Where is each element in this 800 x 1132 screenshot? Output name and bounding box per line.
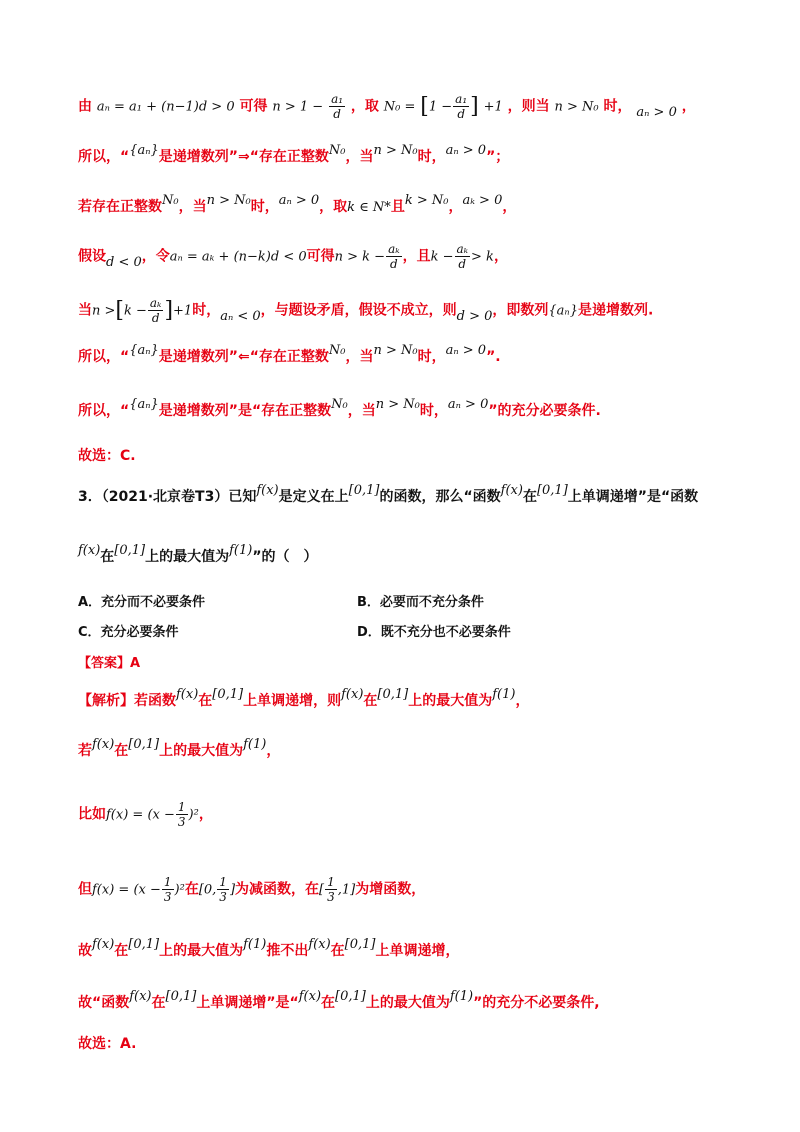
math: [0,1] (344, 937, 376, 952)
math: f(x) (298, 989, 322, 1004)
math: {aₙ} (129, 397, 159, 412)
text: ，且 (402, 248, 431, 265)
text: 在 (198, 693, 213, 709)
text: 为减函数，在 (235, 881, 320, 898)
text: ”的（ ） (252, 549, 318, 565)
math: [0,1] (128, 937, 160, 952)
text: 上的最大值为 (145, 549, 230, 565)
text: 故 (78, 943, 92, 959)
text: 为增函数， (355, 881, 426, 898)
text: 在 (151, 995, 166, 1011)
text: 推不出 (266, 943, 309, 959)
math: )² (174, 882, 185, 898)
text: 上单调递增”是“ (196, 995, 299, 1011)
math: [0,1] (348, 483, 380, 498)
math: aₙ > 0 (278, 193, 320, 208)
text: 【解析】若函数 (78, 693, 176, 709)
solution-line-2 (78, 143, 510, 166)
math: {aₙ} (548, 303, 578, 319)
text: ，当 (345, 349, 374, 365)
text: 当 (78, 302, 92, 319)
math: N₀ (328, 143, 346, 158)
text: 上的最大值为 (159, 943, 244, 959)
text: 是递增数列”⇒“存在正整数 (158, 149, 329, 165)
math: N₀ (331, 397, 348, 412)
math: f(x) (176, 687, 199, 702)
math: ,1] (337, 882, 356, 898)
text: ，取 (350, 98, 379, 115)
math: k > N₀ (404, 193, 449, 208)
question-line-2 (78, 543, 318, 566)
solution-line-3 (78, 193, 517, 216)
solution-line-4: 假设d < 0，令aₙ = aₖ + (n−k)d < 0可得n > k − $\frac{\text{aₖ}}{d}$ ，且k − $\frac{\text{aₖ}}{d}$ > k， (78, 242, 508, 271)
text: 在 (114, 943, 129, 959)
text: 在 (184, 881, 199, 898)
text: ”； (486, 149, 510, 165)
text: 是递增数列. (577, 302, 654, 319)
text: 若存在正整数 (78, 199, 162, 215)
math: aₙ = a₁ + (n−1)d > 0 (96, 99, 235, 115)
text: 可得 (306, 248, 335, 265)
text: 由 (78, 98, 92, 115)
text: ， (515, 693, 530, 709)
text: 时， (250, 199, 279, 215)
explanation-line-6 (78, 989, 600, 1012)
math: [0,1] (128, 737, 160, 752)
math: [0,1] (165, 989, 197, 1004)
text: ，与题设矛盾，假设不成立，则 (260, 302, 457, 319)
text: 故选：C. (78, 448, 136, 464)
question-line-1 (78, 483, 699, 506)
solution-line-7 (78, 397, 601, 420)
math: [0,1] (335, 989, 366, 1004)
text: 上的最大值为 (159, 743, 244, 759)
math: f(x) (256, 483, 279, 498)
text: 在 (114, 743, 129, 759)
text: ， (448, 199, 463, 215)
text: 故“函数 (78, 995, 130, 1011)
text: ， (198, 806, 213, 823)
math: n > 1 − (272, 99, 324, 115)
math: k − (124, 303, 147, 319)
math: +1 (483, 99, 503, 115)
text: ，则当 (507, 98, 550, 115)
solution-line-6 (78, 343, 501, 366)
math: n > N₀ (554, 99, 599, 115)
text: ，即数列 (492, 302, 549, 319)
question-number: 3．（2021·北京卷T3）已知 (78, 489, 257, 505)
text: 比如 (78, 806, 106, 823)
math: aₙ > 0 (636, 104, 677, 120)
text: 在 (363, 693, 378, 709)
text: 所以，“ (78, 403, 130, 419)
math: f(1) (243, 737, 267, 752)
text: ， (502, 199, 517, 215)
text: 上单调递增”是“函数 (567, 489, 699, 505)
text: 上的最大值为 (365, 995, 450, 1011)
explanation-line-3 (78, 800, 213, 829)
solution-line-5: 当n >[k − $\frac{\text{aₖ}}{d}$ ]+1时，aₙ < 0，与题设矛盾，假设不成立，则d > 0，即数列{aₙ}是递增数列. (78, 296, 654, 325)
math: aₙ < 0 (220, 308, 261, 324)
solution-line-1: 由 aₙ = a₁ + (n−1)d > 0 可得 n > 1 − $\frac{\text{a₁}}{d}$ ，取 N₀ = [1 − $\frac{\text{a₁}}{d}$ ] +1 ，则当 n > N₀ 时， aₙ > 0 ， (78, 92, 696, 121)
math: > k (471, 249, 494, 265)
math: aₙ > 0 (445, 143, 487, 158)
text: 且 (390, 199, 405, 215)
text: ”的充分必要条件. (488, 403, 601, 419)
text: 时， (603, 98, 632, 115)
explanation-line-5 (78, 937, 460, 960)
answer-label: 【答案】A (78, 656, 141, 671)
text: ，当 (347, 403, 376, 419)
math: [0, (198, 882, 217, 898)
math: f(x) (308, 937, 331, 952)
text: 假设 (78, 248, 106, 265)
text: 上单调递增，则 (243, 693, 342, 709)
math: d < 0 (106, 254, 142, 270)
text: ”的充分不必要条件, (473, 995, 600, 1011)
math: n > k − (334, 249, 386, 265)
math: f(x) (500, 483, 523, 498)
math: [0,1] (377, 687, 409, 702)
text: ，取 (319, 199, 348, 215)
math: f(x) (78, 543, 101, 558)
text: 若 (78, 743, 92, 759)
math: [ (319, 882, 325, 898)
text: 在 (100, 549, 115, 565)
text: 故选：A. (78, 1036, 137, 1052)
math: [0,1] (114, 543, 146, 558)
math: f(x) (92, 737, 115, 752)
text: 时， (417, 349, 446, 365)
explanation-line-2 (78, 737, 281, 760)
math: [0,1] (212, 687, 244, 702)
math: n > (92, 303, 116, 319)
text: ， (266, 743, 281, 759)
math: n > N₀ (373, 343, 418, 358)
math: N₀ (328, 343, 346, 358)
option-a: A．充分而不必要条件 (78, 595, 206, 610)
text: ， (493, 248, 508, 265)
text: 所以，“ (78, 349, 130, 365)
text: 在 (321, 995, 336, 1011)
text: ，令 (141, 248, 170, 265)
math: +1 (173, 303, 193, 319)
math: f(1) (229, 543, 253, 558)
math: f(1) (243, 937, 267, 952)
math: k − (430, 249, 454, 265)
text: 时， (419, 403, 448, 419)
explanation-line-7 (78, 1033, 136, 1053)
fraction: $\frac{\text{a₁}}{d}$ (331, 92, 344, 121)
math: f(1) (449, 989, 474, 1004)
text: 上单调递增， (375, 943, 460, 959)
text: 在 (330, 943, 345, 959)
math: {aₙ} (129, 343, 159, 358)
text: 时， (417, 149, 446, 165)
math: f(x) (341, 687, 364, 702)
math: aₖ > 0 (462, 193, 503, 208)
math: n > N₀ (375, 397, 420, 412)
explanation-line-4: 但f(x) = (x − $\frac{1}{3}$ )²在[0, $\frac{1}{3}$ ]为减函数，在[ $\frac{1}{3}$ ,1]为增函数， (78, 875, 426, 904)
text: 上的最大值为 (408, 693, 493, 709)
math: ] (229, 882, 236, 898)
text: 可得 (239, 98, 268, 115)
math: f(x) = (x − (92, 882, 161, 898)
math: f(1) (492, 687, 516, 702)
fraction: $\frac{\text{aₖ}}{d}$ (388, 242, 400, 271)
math: f(x) = (x − (106, 807, 175, 823)
math: n > N₀ (373, 143, 418, 158)
text: 是递增数列”是“存在正整数 (158, 403, 332, 419)
math: f(x) (92, 937, 115, 952)
text: 的函数，那么“函数 (379, 489, 501, 505)
option-c: C．充分必要条件 (78, 625, 179, 640)
option-d: D．既不充分也不必要条件 (357, 625, 511, 640)
text: 是定义在上 (278, 489, 349, 505)
math: d > 0 (456, 308, 493, 324)
option-b: B．必要而不充分条件 (357, 595, 484, 610)
text: ，当 (178, 199, 207, 215)
math: {aₙ} (129, 143, 159, 158)
math: aₙ > 0 (447, 397, 489, 412)
math: aₙ > 0 (445, 343, 487, 358)
math: f(x) (129, 989, 152, 1004)
text: 时， (192, 302, 221, 319)
math: n > N₀ (206, 193, 251, 208)
text: 但 (78, 881, 92, 898)
solution-line-8 (78, 445, 136, 465)
math: k ∈ N* (347, 200, 391, 215)
text: 是递增数列”⇐“存在正整数 (158, 349, 329, 365)
math: aₙ = aₖ + (n−k)d < 0 (169, 249, 307, 265)
text: ， (681, 98, 696, 115)
math: [0,1] (536, 483, 568, 498)
text: ，当 (345, 149, 374, 165)
math: N₀ = (383, 99, 416, 115)
text: 在 (522, 489, 537, 505)
fraction: $\frac{1}{3}$ (177, 800, 186, 829)
math: )² (188, 807, 199, 823)
text: 所以，“ (78, 149, 130, 165)
explanation-line-1 (78, 687, 530, 710)
text: ”. (486, 349, 501, 365)
math: N₀ (162, 193, 179, 208)
